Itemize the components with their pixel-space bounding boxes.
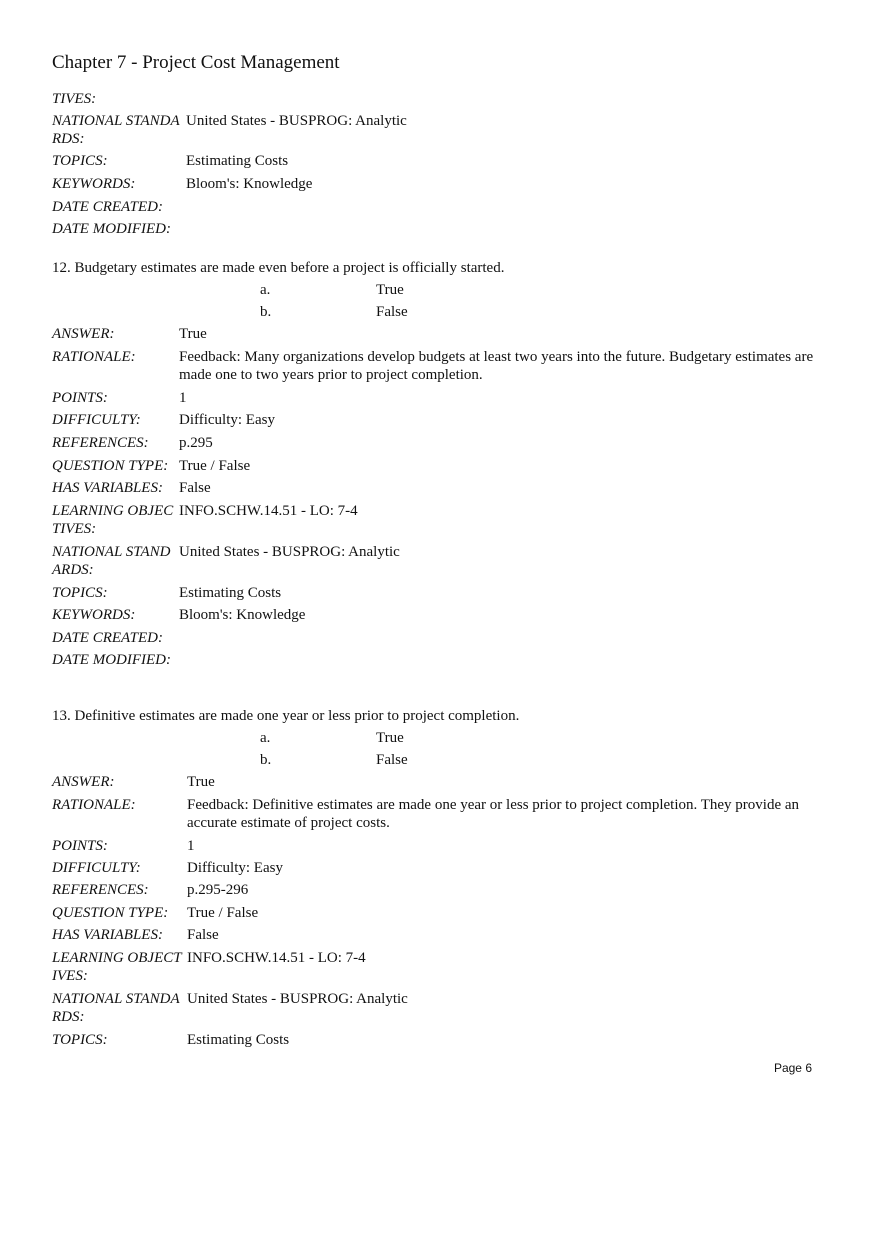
- meta-row: [52, 606, 832, 629]
- meta-label: LEARNING OBJECTIVES:: [52, 503, 174, 537]
- meta-label: DIFFICULTY:: [52, 412, 141, 428]
- meta-row: [52, 859, 832, 881]
- meta-value: Bloom's: Knowledge: [179, 607, 306, 623]
- meta-value: Feedback: Many organizations develop budgets at least two years into the future. Budgetary estimates are made one to two years prior to project completion.: [179, 349, 814, 383]
- meta-value: United States - BUSPROG: Analytic: [187, 991, 408, 1007]
- meta-row: [52, 411, 832, 434]
- meta-value: United States - BUSPROG: Analytic: [179, 544, 400, 560]
- meta-label: HAS VARIABLES:: [52, 927, 163, 943]
- meta-row: [52, 904, 832, 926]
- meta-row: [52, 220, 832, 242]
- meta-label: RATIONALE:: [52, 349, 136, 365]
- meta-value: 1: [187, 838, 195, 854]
- meta-value: True: [179, 326, 207, 342]
- choice-text: True: [376, 730, 404, 746]
- meta-label: NATIONAL STANDARDS:: [52, 544, 171, 578]
- meta-row: [52, 773, 832, 796]
- meta-label: TOPICS:: [52, 1032, 108, 1048]
- choice-letter: a.: [260, 282, 271, 298]
- question-13-meta: [52, 773, 832, 1053]
- choice-text: False: [376, 752, 408, 768]
- meta-row: [52, 175, 832, 198]
- meta-row: [52, 1031, 832, 1053]
- meta-value: Difficulty: Easy: [179, 412, 275, 428]
- meta-row: [52, 990, 832, 1031]
- meta-row: [52, 926, 832, 949]
- meta-label: POINTS:: [52, 390, 108, 406]
- meta-label: TOPICS:: [52, 585, 108, 601]
- meta-label: DATE CREATED:: [52, 630, 163, 646]
- choice-text: True: [376, 282, 404, 298]
- meta-row: [52, 837, 832, 859]
- meta-label: ANSWER:: [52, 326, 115, 342]
- meta-value: Difficulty: Easy: [187, 860, 283, 876]
- meta-row: [52, 651, 832, 673]
- meta-label: RATIONALE:: [52, 797, 136, 813]
- meta-label: ANSWER:: [52, 774, 115, 790]
- page-number: Page 6: [773, 1061, 812, 1075]
- meta-label: QUESTION TYPE:: [52, 458, 169, 474]
- meta-label: NATIONAL STANDARDS:: [52, 113, 180, 147]
- meta-row: [52, 152, 832, 175]
- meta-row: [52, 389, 832, 411]
- meta-label: HAS VARIABLES:: [52, 480, 163, 496]
- meta-label: KEYWORDS:: [52, 607, 136, 623]
- question-12-meta: [52, 325, 832, 673]
- meta-value: Bloom's: Knowledge: [186, 176, 313, 192]
- meta-row: [52, 198, 832, 220]
- meta-row: [52, 543, 832, 584]
- meta-row: [52, 881, 832, 904]
- meta-label: LEARNING OBJECTIVES:: [52, 950, 182, 984]
- question-text: 13. Definitive estimates are made one year or less prior to project completion.: [52, 708, 520, 724]
- meta-value: Estimating Costs: [186, 153, 289, 169]
- meta-value: True / False: [187, 905, 259, 921]
- meta-value: Feedback: Definitive estimates are made one year or less prior to project completion. They provide an accurate estimate of project costs.: [187, 797, 800, 831]
- meta-value: INFO.SCHW.14.51 - LO: 7-4: [179, 503, 358, 519]
- meta-row: [52, 325, 832, 348]
- meta-label: DATE CREATED:: [52, 199, 163, 215]
- meta-row: [52, 502, 832, 543]
- meta-row: [52, 629, 832, 651]
- meta-value: False: [187, 927, 219, 943]
- meta-label: REFERENCES:: [52, 882, 149, 898]
- meta-value: United States - BUSPROG: Analytic: [186, 113, 407, 129]
- meta-row: [52, 796, 832, 837]
- meta-value: p.295: [179, 435, 213, 451]
- meta-label: REFERENCES:: [52, 435, 149, 451]
- meta-value: 1: [179, 390, 187, 406]
- meta-label: NATIONAL STANDARDS:: [52, 991, 180, 1025]
- question-text: 12. Budgetary estimates are made even before a project is officially started.: [52, 260, 505, 276]
- meta-row: [52, 434, 832, 457]
- meta-label: QUESTION TYPE:: [52, 905, 169, 921]
- meta-value: p.295-296: [187, 882, 249, 898]
- meta-label: DATE MODIFIED:: [52, 652, 171, 668]
- choice-letter: b.: [260, 752, 272, 768]
- meta-label: KEYWORDS:: [52, 176, 136, 192]
- meta-label: POINTS:: [52, 838, 108, 854]
- meta-row: [52, 584, 832, 606]
- meta-row: [52, 479, 832, 502]
- meta-row: [52, 949, 832, 990]
- choice-letter: b.: [260, 304, 272, 320]
- meta-label: DIFFICULTY:: [52, 860, 141, 876]
- choice-letter: a.: [260, 730, 271, 746]
- meta-value: Estimating Costs: [187, 1032, 290, 1048]
- meta-row: [52, 457, 832, 479]
- meta-value: False: [179, 480, 211, 496]
- meta-value: Estimating Costs: [179, 585, 282, 601]
- meta-value: True / False: [179, 458, 251, 474]
- meta-row: [52, 348, 832, 389]
- meta-row-continued: [52, 90, 832, 112]
- meta-value: True: [187, 774, 215, 790]
- meta-label: TIVES:: [52, 91, 97, 107]
- choice-text: False: [376, 304, 408, 320]
- meta-row: [52, 112, 832, 152]
- previous-question-meta: [52, 90, 832, 242]
- page-title: Chapter 7 - Project Cost Management: [52, 52, 340, 73]
- meta-value: INFO.SCHW.14.51 - LO: 7-4: [187, 950, 366, 966]
- meta-label: TOPICS:: [52, 153, 108, 169]
- meta-label: DATE MODIFIED:: [52, 221, 171, 237]
